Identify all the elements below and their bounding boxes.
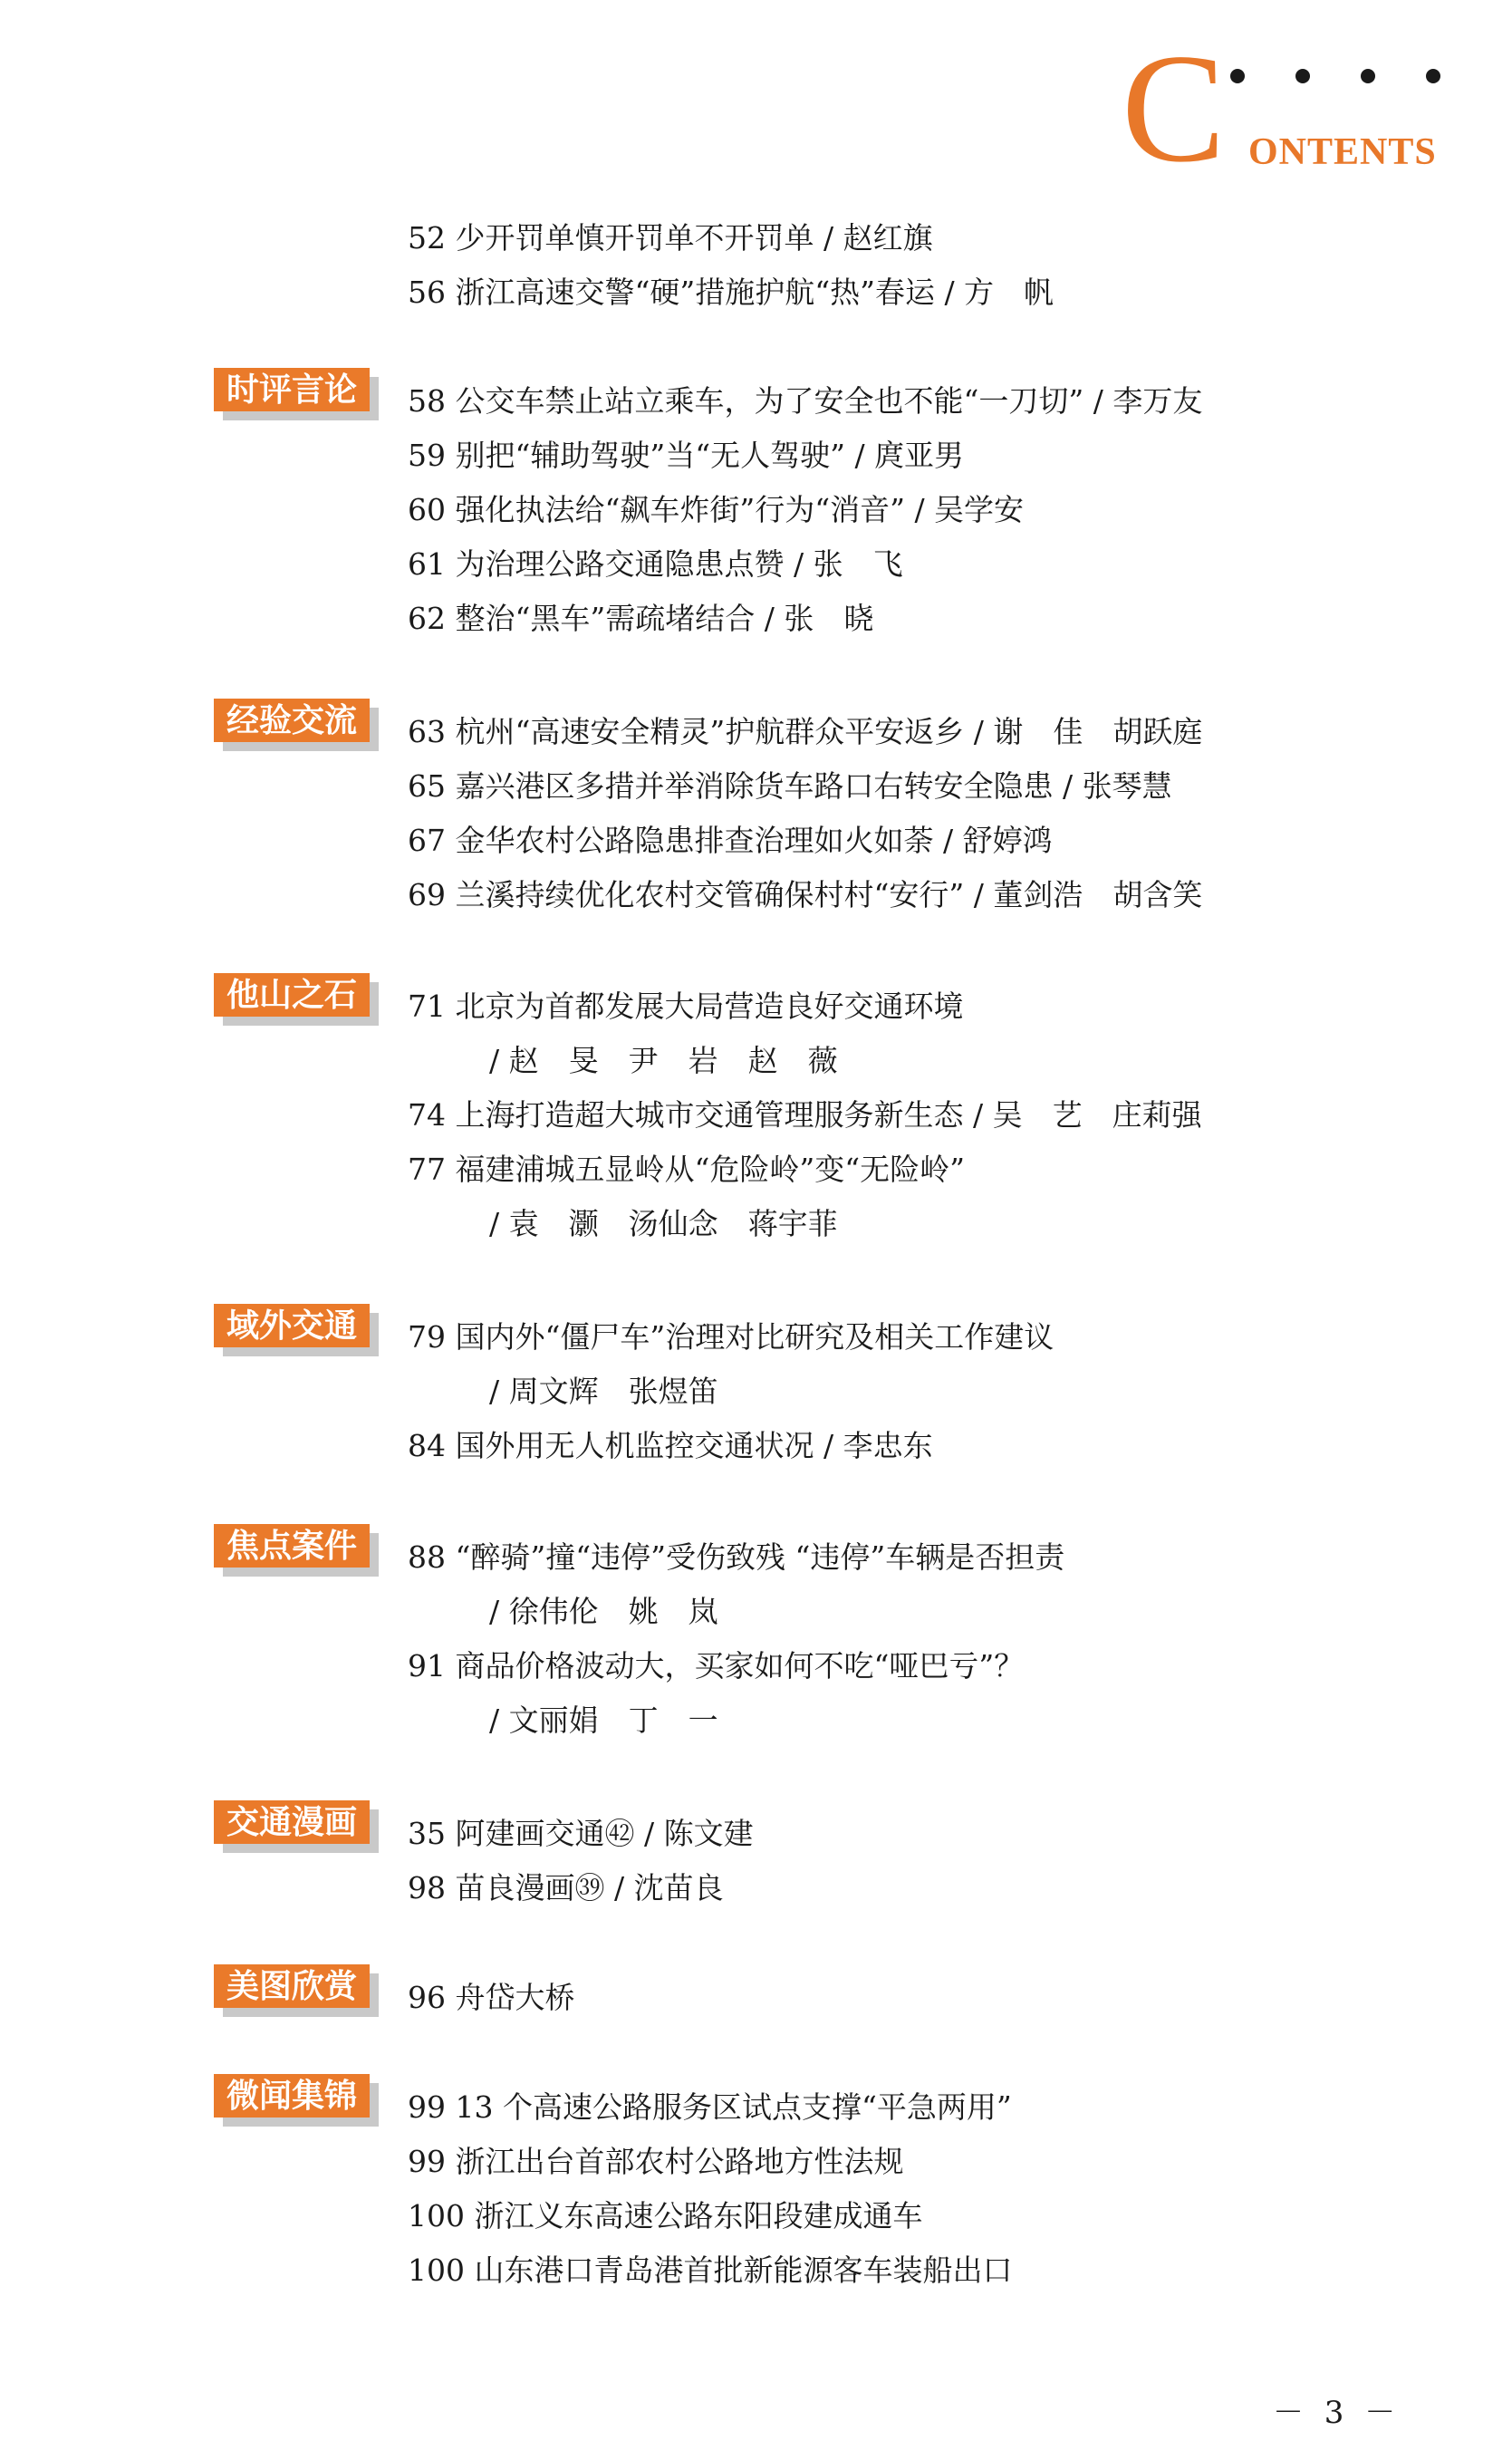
toc-entry-authors: / 文丽娟 丁 一 bbox=[489, 1703, 718, 1738]
toc-entry[interactable]: 98 苗良漫画㊴ / 沈苗良 bbox=[408, 1870, 724, 1905]
toc-entry[interactable]: 96 舟岱大桥 bbox=[408, 1980, 575, 2015]
contents-logo bbox=[1122, 23, 1502, 195]
toc-entry[interactable]: 69 兰溪持续优化农村交管确保村村“安行” / 董剑浩 胡含笑 bbox=[408, 877, 1203, 912]
logo-letter: C bbox=[1122, 23, 1226, 195]
toc-entry[interactable]: 79 国内外“僵尸车”治理对比研究及相关工作建议 bbox=[408, 1319, 1055, 1355]
toc-entry[interactable]: 100 浙江义东高速公路东阳段建成通车 bbox=[408, 2198, 923, 2233]
toc-entry-authors: / 袁 灏 汤仙念 蒋宇菲 bbox=[489, 1206, 838, 1241]
toc-entry[interactable]: 91 商品价格波动大，买家如何不吃“哑巴亏”？ bbox=[408, 1648, 1025, 1683]
toc-entry[interactable]: 56 浙江高速交警“硬”措施护航“热”春运 / 方 帆 bbox=[408, 275, 1055, 310]
toc-entry[interactable]: 60 强化执法给“飙车炸街”行为“消音” / 吴学安 bbox=[408, 492, 1025, 527]
toc-entry[interactable]: 62 整治“黑车”需疏堵结合 / 张 晓 bbox=[408, 601, 874, 636]
toc-entry-authors: / 赵 旻 尹 岩 赵 薇 bbox=[489, 1043, 838, 1078]
toc-entry[interactable]: 59 别把“辅助驾驶”当“无人驾驶” / 庹亚男 bbox=[408, 438, 965, 473]
toc-entry[interactable]: 65 嘉兴港区多措并举消除货车路口右转安全隐患 / 张琴慧 bbox=[408, 768, 1172, 804]
toc-entry[interactable]: 99 13 个高速公路服务区试点支撑“平急两用” bbox=[408, 2089, 1012, 2125]
toc-entry[interactable]: 63 杭州“高速安全精灵”护航群众平安返乡 / 谢 佳 胡跃庭 bbox=[408, 714, 1203, 749]
toc-entry[interactable]: 88 “醉骑”撞“违停”受伤致残 “违停”车辆是否担责 bbox=[408, 1539, 1065, 1575]
section-label: 微闻集锦 bbox=[214, 2074, 370, 2118]
toc-entry-authors: / 徐伟伦 姚 岚 bbox=[489, 1594, 718, 1629]
page-number: － 3 － bbox=[1273, 2395, 1401, 2431]
toc-entry[interactable]: 52 少开罚单慎开罚单不开罚单 / 赵红旗 bbox=[408, 220, 933, 256]
section-label: 时评言论 bbox=[214, 368, 370, 411]
toc-entry[interactable]: 61 为治理公路交通隐患点赞 / 张 飞 bbox=[408, 546, 903, 582]
logo-word: ONTENTS bbox=[1248, 131, 1437, 173]
section-label: 美图欣赏 bbox=[214, 1964, 370, 2008]
toc-entry[interactable]: 84 国外用无人机监控交通状况 / 李忠东 bbox=[408, 1428, 933, 1463]
toc-entry[interactable]: 100 山东港口青岛港首批新能源客车装船出口 bbox=[408, 2253, 1013, 2288]
toc-entry[interactable]: 67 金华农村公路隐患排查治理如火如荼 / 舒婷鸿 bbox=[408, 823, 1053, 858]
section-label: 他山之石 bbox=[214, 973, 370, 1017]
toc-entry[interactable]: 58 公交车禁止站立乘车，为了安全也不能“一刀切” / 李万友 bbox=[408, 383, 1203, 419]
toc-entry-authors: / 周文辉 张煜笛 bbox=[489, 1374, 718, 1409]
section-label: 域外交通 bbox=[214, 1304, 370, 1347]
toc-entry[interactable]: 71 北京为首都发展大局营造良好交通环境 bbox=[408, 989, 964, 1024]
section-label: 经验交流 bbox=[214, 699, 370, 742]
section-label: 焦点案件 bbox=[214, 1524, 370, 1568]
section-label: 交通漫画 bbox=[214, 1800, 370, 1844]
toc-entry[interactable]: 74 上海打造超大城市交通管理服务新生态 / 吴 艺 庄莉强 bbox=[408, 1097, 1202, 1133]
toc-entry[interactable]: 99 浙江出台首部农村公路地方性法规 bbox=[408, 2144, 904, 2179]
toc-entry[interactable]: 77 福建浦城五显岭从“危险岭”变“无险岭” bbox=[408, 1152, 965, 1187]
toc-entry[interactable]: 35 阿建画交通㊷ / 陈文建 bbox=[408, 1816, 754, 1851]
